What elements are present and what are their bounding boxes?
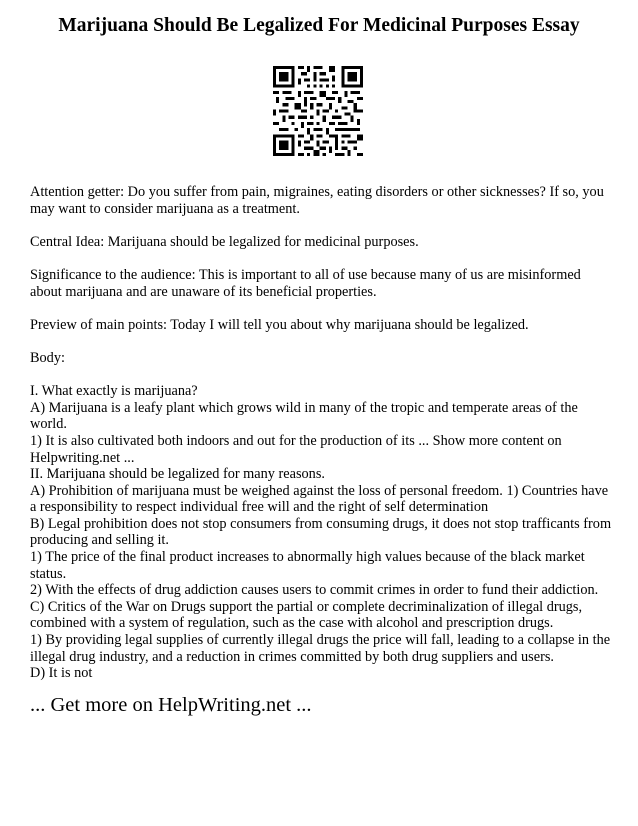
qr-code-icon — [273, 66, 363, 156]
outline-line: II. Marijuana should be legalized for many reasons. — [30, 466, 325, 483]
page-title: Marijuana Should Be Legalized For Medicinal Purposes Essay — [58, 15, 580, 36]
outline-line: 2) With the effects of drug addiction causes users to commit crimes in order to fund their addiction. — [30, 582, 599, 599]
essay-content — [30, 184, 612, 682]
outline-line: I. What exactly is marijuana? — [30, 383, 198, 400]
significance: Significance to the audience: This is important to all of use because many of us are misinformed about marijuana and are unaware of its beneficial properties. — [30, 266, 581, 300]
outline-line: A) Marijuana is a leafy plant which grows wild in many of the tropic and temperate areas of the world. — [30, 399, 578, 433]
outline-line: 1) By providing legal supplies of currently illegal drugs the price will fall, leading to a collapse in the illegal drug industry, and a reduction in crimes committed by both drug suppliers and users. — [30, 632, 611, 665]
outline-line: D) It is not — [30, 665, 93, 682]
outline-line: 1) The price of the final product increases to abnormally high values because of the black market status. — [30, 549, 585, 582]
central-idea: Central Idea: Marijuana should be legalized for medicinal purposes. — [30, 233, 419, 250]
outline-line: A) Prohibition of marijuana must be weighed against the loss of personal freedom. 1) Countries have a responsibility to respect individual free will and the right of self determination — [30, 482, 609, 516]
get-more-link[interactable]: ... Get more on HelpWriting.net ... — [30, 694, 312, 716]
body-heading: Body: — [30, 349, 65, 366]
attention-getter: Attention getter: Do you suffer from pain, migraines, eating disorders or other sicknesses? If so, you may want to consider marijuana as a treatment. — [30, 184, 604, 217]
outline-line: B) Legal prohibition does not stop consumers from consuming drugs, it does not stop trafficants from producing and selling it. — [30, 515, 612, 549]
outline-line: C) Critics of the War on Drugs support the partial or complete decriminalization of illegal drugs, combined with a system of regulation, such as the case with alcohol and prescription drugs. — [30, 598, 583, 632]
body-outline — [30, 383, 612, 682]
outline-line: 1) It is also cultivated both indoors and out for the production of its ... Show more content on Helpwriting.net ... — [30, 432, 562, 466]
preview-of-main-points: Preview of main points: Today I will tell you about why marijuana should be legalized. — [30, 316, 529, 333]
